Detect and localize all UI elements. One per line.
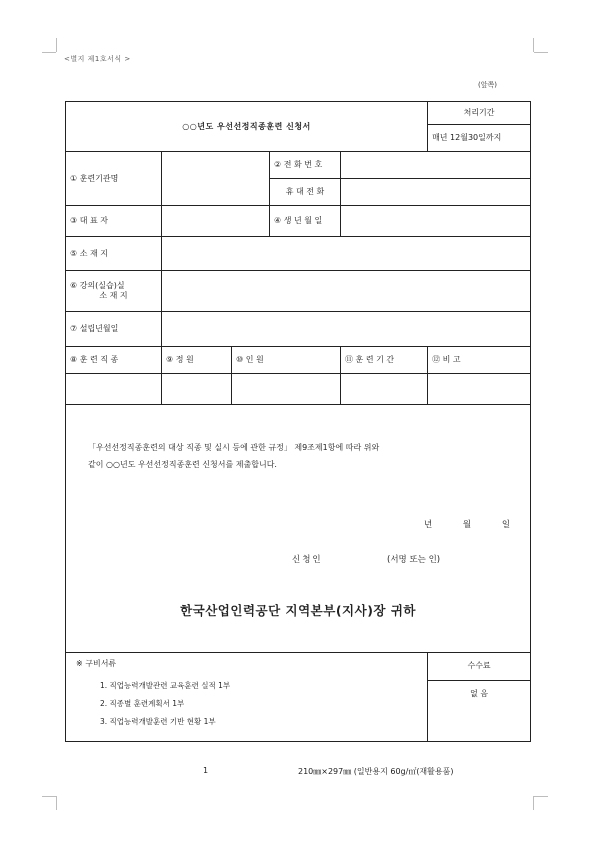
document-item: 2. 직종별 훈련계획서 1부 bbox=[100, 699, 185, 708]
processing-period-label: 처리기간 bbox=[428, 102, 531, 125]
front-side-label: (앞쪽) bbox=[478, 81, 497, 89]
representative-label: ③ 대 표 자 bbox=[66, 206, 162, 237]
address-label: ⑤ 소 재 지 bbox=[66, 237, 162, 271]
fee-label: 수수료 bbox=[428, 653, 530, 680]
quota-header: ⑨ 정 원 bbox=[162, 347, 232, 374]
classroom-address-field[interactable] bbox=[162, 271, 531, 312]
required-documents-title: ※ 구비서류 bbox=[76, 659, 117, 668]
crop-mark-bottom-left-h bbox=[42, 796, 56, 811]
training-institution-field[interactable] bbox=[162, 152, 270, 206]
birth-date-field[interactable] bbox=[341, 206, 531, 237]
form-number-label: <별지 제1호서식 > bbox=[64, 55, 131, 63]
phone-label: ② 전 화 번 호 bbox=[270, 152, 341, 179]
declaration-line-2: 같이 ○○년도 우선선정직종훈련 신청서를 제출합니다. bbox=[88, 460, 277, 469]
crop-mark-top-right bbox=[533, 38, 548, 52]
remarks-field[interactable] bbox=[428, 374, 531, 405]
crop-mark-bottom-left bbox=[56, 796, 71, 810]
birth-date-label: ④ 생 년 월 일 bbox=[270, 206, 341, 237]
declaration-text bbox=[88, 439, 508, 473]
period-field[interactable] bbox=[341, 374, 428, 405]
crop-mark-top-right-h bbox=[534, 52, 548, 67]
representative-field[interactable] bbox=[162, 206, 270, 237]
crop-mark-top-left bbox=[56, 38, 71, 52]
addressee: 한국산업인력공단 지역본부(지사)장 귀하 bbox=[180, 603, 416, 618]
processing-period-value: 매년 12월30일까지 bbox=[428, 125, 531, 152]
classroom-label-line2: 소 재 지 bbox=[99, 291, 128, 300]
document-item: 3. 직업능력개발훈련 기반 현황 1부 bbox=[100, 717, 216, 726]
crop-mark-bottom-right-h bbox=[534, 796, 548, 811]
training-institution-label: ① 훈련기관명 bbox=[66, 152, 162, 206]
founding-date-field[interactable] bbox=[162, 312, 531, 347]
mobile-label: 휴 대 전 화 bbox=[270, 179, 341, 206]
signature-field[interactable]: (서명 또는 인) bbox=[387, 555, 441, 565]
required-documents-list bbox=[100, 677, 230, 731]
declaration-section bbox=[66, 405, 531, 653]
founding-date-label: ⑦ 설립년월일 bbox=[66, 312, 162, 347]
classroom-address-label bbox=[66, 271, 162, 312]
applicant-line bbox=[292, 555, 440, 566]
classroom-label-line1: ⑥ 강의(실습)실 bbox=[70, 281, 125, 290]
occupation-field[interactable] bbox=[66, 374, 162, 405]
occupation-header: ⑧ 훈 련 직 종 bbox=[66, 347, 162, 374]
application-date[interactable]: 년 월 일 bbox=[424, 520, 525, 530]
fee-section bbox=[428, 653, 531, 742]
remarks-header: ⑫ 비 고 bbox=[428, 347, 531, 374]
document-item: 1. 직업능력개발관련 교육훈련 실적 1부 bbox=[100, 681, 231, 690]
period-header: ⑪ 훈 련 기 간 bbox=[341, 347, 428, 374]
fee-value: 없 음 bbox=[470, 689, 489, 699]
page-number: 1 bbox=[203, 766, 209, 775]
phone-field[interactable] bbox=[341, 152, 531, 179]
fee-blank bbox=[428, 708, 530, 741]
required-documents-section bbox=[66, 653, 428, 742]
form-title: ○○년도 우선선정직종훈련 신청서 bbox=[66, 102, 428, 152]
applicant-label: 신청인 bbox=[292, 555, 323, 565]
quota-field[interactable] bbox=[162, 374, 232, 405]
mobile-field[interactable] bbox=[341, 179, 531, 206]
address-field[interactable] bbox=[162, 237, 531, 271]
headcount-field[interactable] bbox=[232, 374, 341, 405]
crop-mark-top-left-h bbox=[42, 52, 56, 67]
declaration-line-1: 「우선선정직종훈련의 대상 직종 및 실시 등에 관한 규정」 제9조제1항에 따라 위와 bbox=[88, 443, 380, 452]
paper-specification: 210㎜×297㎜ (일반용지 60g/㎡(재활용품) bbox=[298, 767, 454, 776]
headcount-header: ⑩ 인 원 bbox=[232, 347, 341, 374]
application-form-table bbox=[65, 101, 531, 742]
